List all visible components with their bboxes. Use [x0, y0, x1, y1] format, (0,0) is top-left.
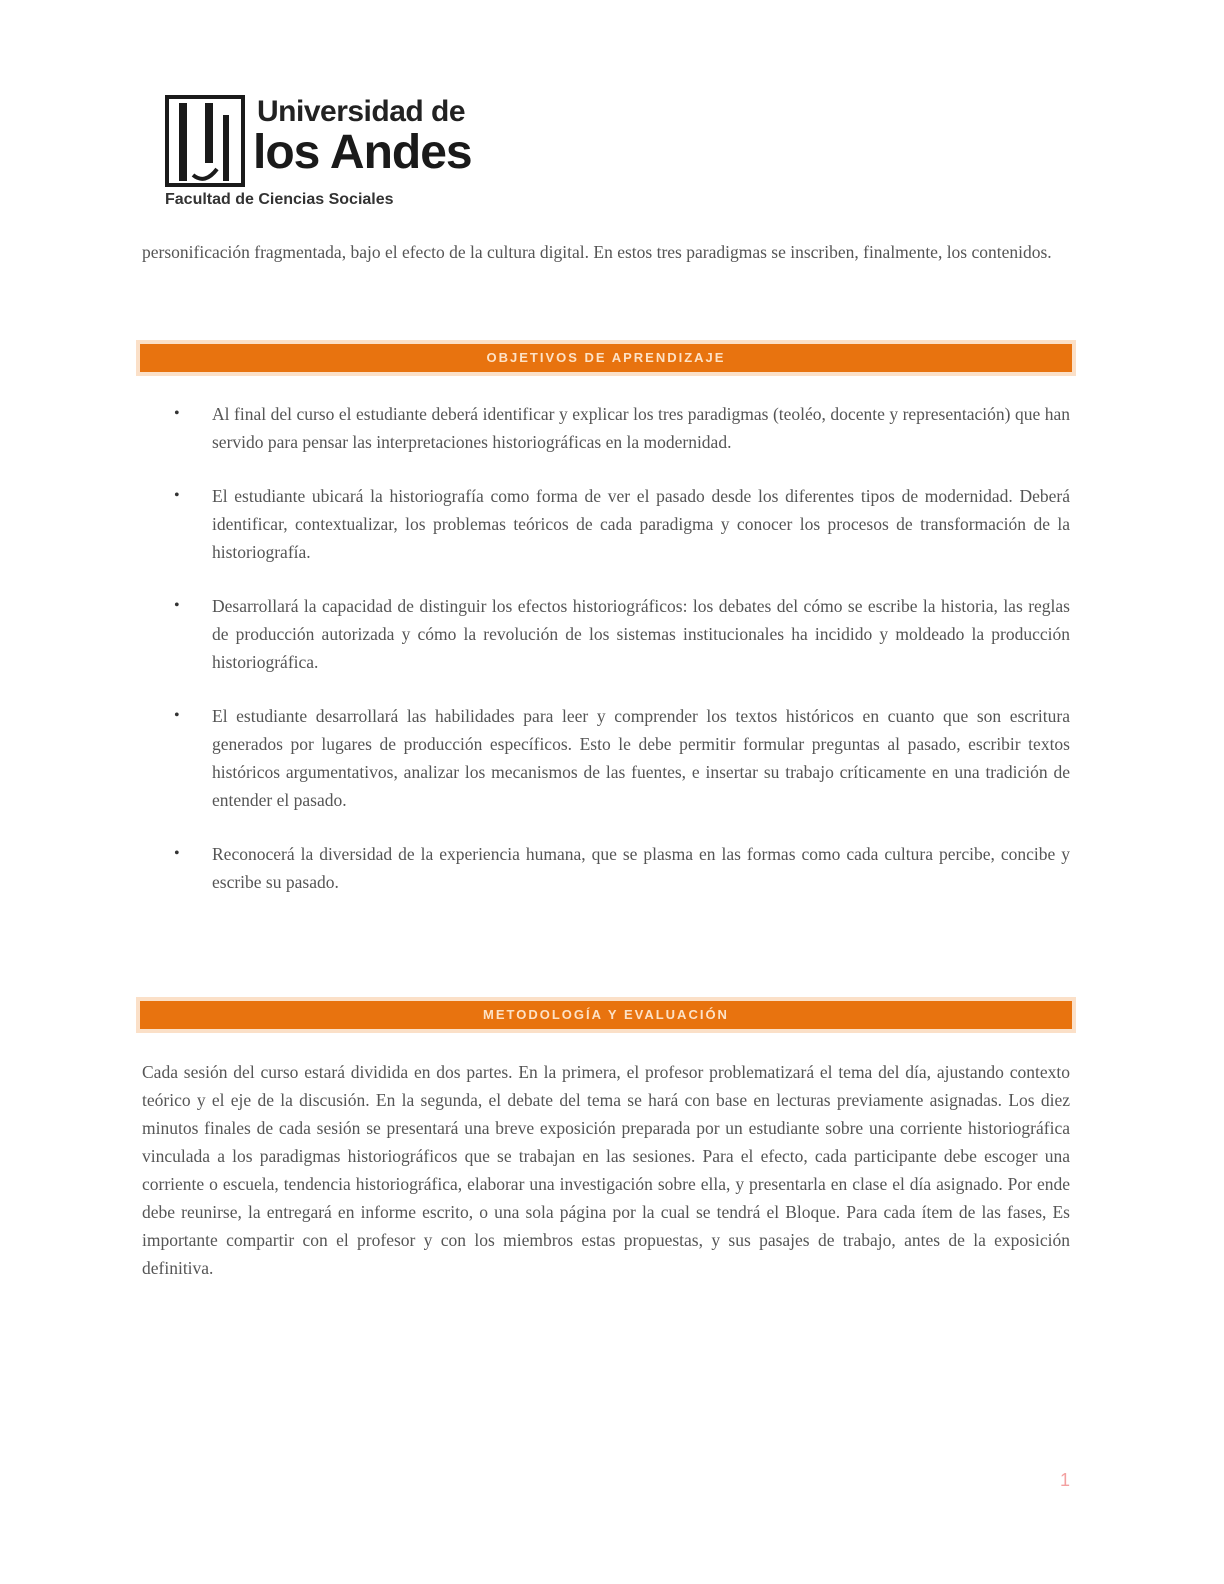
methodology-paragraph: Cada sesión del curso estará dividida en dos partes. En la primera, el profesor problematizará el tema del día, ajustando contexto teórico y el eje de la discusión. En la segunda, el debate del tema se hará con base en lecturas previamente asignadas. Los diez minutos finales de cada sesión se presentará una breve exposición preparada por un estudiante sobre una corriente historiográfica vinculada a los paradigmas historiográficos que se trabajan en las sesiones. Para el efecto, cada participante debe escoger una corriente o escuela, tendencia historiográfica, elaborar una investigación sobre ella, y presentarla en clase el día asignado. Por ende debe reunirse, la entregará en informe escrito, o una sola página por la cual se tendrá el Bloque. Para cada ítem de las fases, Es importante compartir con el profesor y con los miembros estas propuestas, y sus pasajes de trabajo, antes de la exposición definitiva.	[142, 1062, 1070, 1278]
list-item	[172, 482, 1070, 566]
objective-text: El estudiante ubicará la historiografía como forma de ver el pasado desde los diferentes tipos de modernidad. Deberá identificar, contextualizar, los problemas teóricos de cada paradigma y conocer los procesos de transformación de la historiografía.	[212, 486, 1070, 562]
objectives-list	[172, 400, 1070, 922]
bullet-icon: •	[174, 487, 180, 504]
bullet-icon: •	[174, 405, 180, 422]
objective-text: Reconocerá la diversidad de la experiencia humana, que se plasma en las formas como cada cultura percibe, concibe y escribe su pasado.	[212, 844, 1070, 892]
list-item	[172, 592, 1070, 676]
bullet-icon: •	[174, 597, 180, 614]
bullet-icon: •	[174, 707, 180, 724]
objective-text: El estudiante desarrollará las habilidades para leer y comprender los textos históricos en cuanto que son escritura generados por lugares de producción específicos. Esto le debe permitir formular preguntas al pasado, escribir textos históricos argumentativos, analizar los mecanismos de las fuentes, e insertar su trabajo críticamente en una tradición de entender el pasado.	[212, 706, 1070, 810]
objective-text: Desarrollará la capacidad de distinguir los efectos historiográficos: los debates del cómo se escribe la historia, las reglas de producción autorizada y cómo la revolución de los sistemas institucionales ha incidido y moldeado la producción historiográfica.	[212, 596, 1070, 672]
logo-text-faculty: Facultad de Ciencias Sociales	[165, 191, 394, 208]
list-item	[172, 840, 1070, 896]
objective-text: Al final del curso el estudiante deberá identificar y explicar los tres paradigmas (teoléo, docente y representación) que han servido para pensar las interpretaciones historiográficas en la modernidad.	[212, 404, 1070, 452]
page-number: 1	[1060, 1470, 1071, 1490]
university-logo	[165, 95, 475, 215]
section-header-objectives: OBJETIVOS DE APRENDIZAJE	[140, 344, 1072, 372]
list-item	[172, 702, 1070, 814]
section-header-methodology: METODOLOGÍA Y EVALUACIÓN	[140, 1001, 1072, 1029]
university-emblem-icon	[165, 95, 245, 187]
list-item	[172, 400, 1070, 456]
logo-text-name: los Andes	[253, 126, 472, 179]
bullet-icon: •	[174, 845, 180, 862]
logo-text-university: Universidad de	[257, 95, 466, 128]
intro-paragraph: personificación fragmentada, bajo el efecto de la cultura digital. En estos tres paradigmas se inscriben, finalmente, los contenidos.	[142, 242, 1052, 262]
